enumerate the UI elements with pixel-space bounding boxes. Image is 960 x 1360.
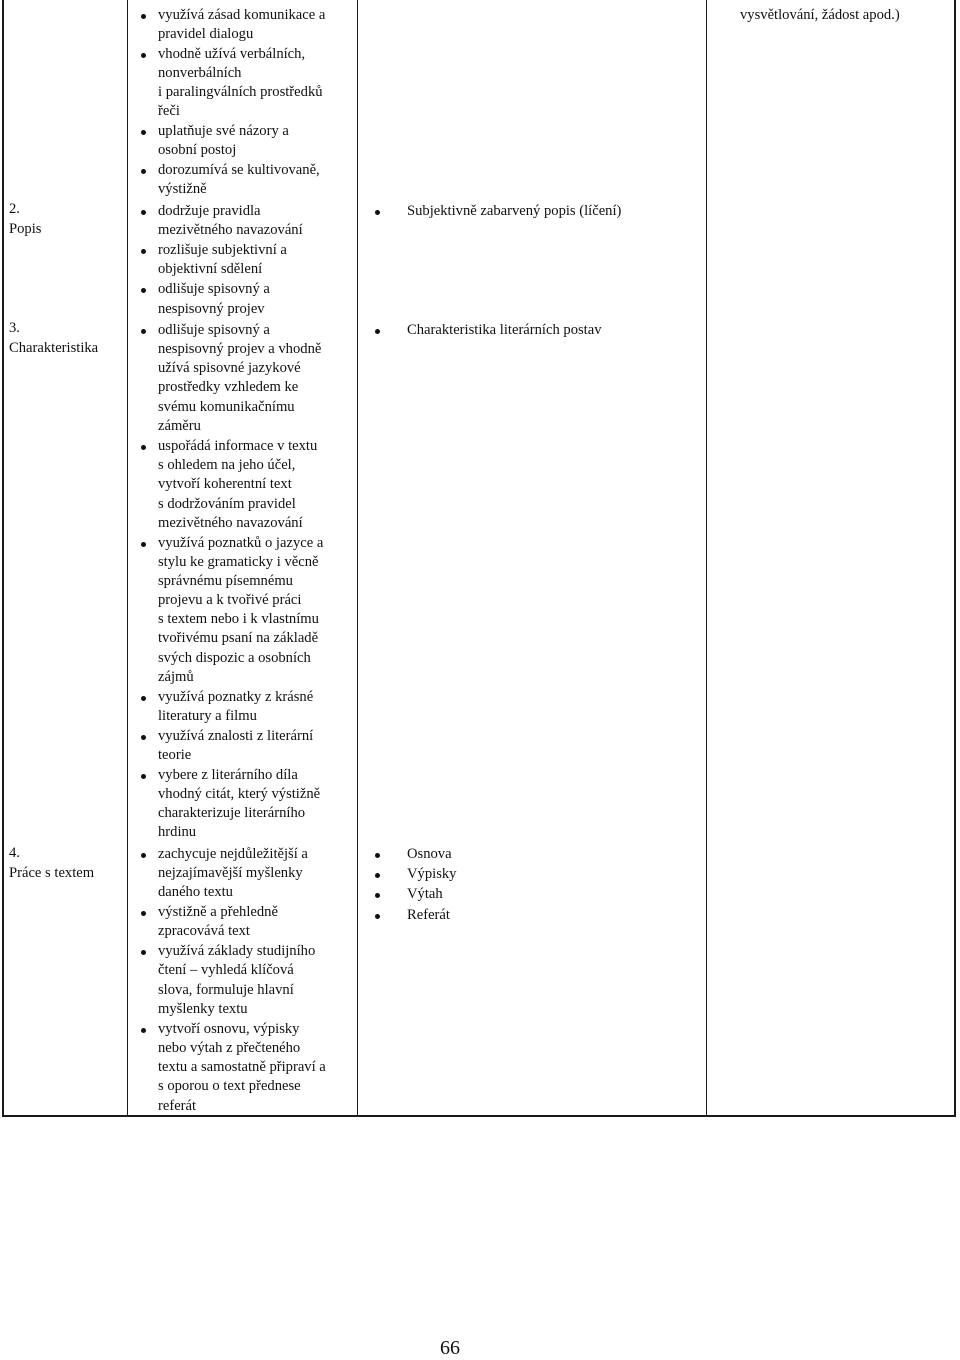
- outcome-line: dorozumívá se kultivovaně,: [158, 162, 320, 178]
- bullet-icon: [375, 210, 380, 215]
- outcome-line: využívá poznatky z krásné: [158, 689, 314, 705]
- outcome-line: uspořádá informace v textu: [158, 438, 318, 454]
- topic-name: Popis: [9, 221, 42, 237]
- outcome-line: dodržuje pravidla: [158, 203, 261, 219]
- outcome-line: nebo výtah z přečteného: [158, 1040, 301, 1056]
- bullet-icon: [141, 853, 146, 858]
- outcome-line: využívá znalosti z literární: [158, 728, 314, 744]
- outcome-line: rozlišuje subjektivní a: [158, 242, 287, 258]
- outcome-line: charakterizuje literárního: [158, 805, 306, 821]
- outcome-line: pravidel dialogu: [158, 26, 254, 42]
- outcome-line: výstižně: [158, 181, 207, 197]
- topic-number: 3.: [9, 320, 20, 336]
- outcome-line: správnému písemnému: [158, 573, 293, 589]
- bullet-icon: [141, 249, 146, 254]
- outcome-line: mezivětného navazování: [158, 222, 303, 238]
- bullet-icon: [141, 735, 146, 740]
- outcome-line: využívá poznatků o jazyce a: [158, 535, 324, 551]
- bullet-icon: [375, 873, 380, 878]
- outcome-line: teorie: [158, 747, 192, 763]
- bullet-icon: [141, 911, 146, 916]
- outcome-line: odlišuje spisovný a: [158, 281, 270, 297]
- bullet-icon: [141, 1028, 146, 1033]
- topic-name: Charakteristika: [9, 340, 99, 356]
- outcome-line: myšlenky textu: [158, 1001, 248, 1017]
- outcome-line: s textem nebo i k vlastnímu: [158, 611, 319, 627]
- column-divider: [127, 0, 128, 1116]
- outcome-line: odlišuje spisovný a: [158, 322, 270, 338]
- outcome-line: nonverbálních: [158, 65, 242, 81]
- outcome-line: uplatňuje své názory a: [158, 123, 289, 139]
- col4-continuation-text: vysvětlování, žádost apod.): [740, 7, 900, 23]
- table-frame: [2, 0, 956, 1117]
- outcome-line: literatury a filmu: [158, 708, 257, 724]
- topic-number: 2.: [9, 201, 20, 217]
- outcome-line: nespisovný projev: [158, 301, 265, 317]
- outcome-line: nejzajímavější myšlenky: [158, 865, 303, 881]
- bullet-icon: [375, 914, 380, 919]
- bullet-icon: [141, 696, 146, 701]
- outcome-line: vybere z literárního díla: [158, 767, 298, 783]
- outcome-line: hrdinu: [158, 824, 197, 840]
- outcome-line: tvořivému psaní na základě: [158, 630, 319, 646]
- topic-number: 4.: [9, 845, 20, 861]
- outcome-line: osobní postoj: [158, 142, 237, 158]
- content-item: Výtah: [407, 886, 443, 902]
- outcome-line: s dodržováním pravidel: [158, 496, 296, 512]
- bullet-icon: [375, 893, 380, 898]
- page-number: 66: [440, 1337, 460, 1359]
- bullet-icon: [375, 853, 380, 858]
- outcome-line: vytvoří osnovu, výpisky: [158, 1021, 300, 1037]
- outcome-line: objektivní sdělení: [158, 261, 263, 277]
- content-item: Subjektivně zabarvený popis (líčení): [407, 203, 622, 219]
- outcome-line: zachycuje nejdůležitější a: [158, 846, 308, 862]
- outcome-line: vhodně užívá verbálních,: [158, 46, 306, 62]
- outcome-line: slova, formuluje hlavní: [158, 982, 294, 998]
- outcome-line: projevu a k tvořivé práci: [158, 592, 302, 608]
- outcome-line: užívá spisovné jazykové: [158, 360, 301, 376]
- bullet-icon: [141, 542, 146, 547]
- outcome-line: svých dispozic a osobních: [158, 650, 311, 666]
- bullet-icon: [141, 288, 146, 293]
- outcome-line: daného textu: [158, 884, 233, 900]
- outcome-line: i paralingválních prostředků: [158, 84, 323, 100]
- outcome-line: nespisovný projev a vhodně: [158, 341, 322, 357]
- bullet-icon: [141, 329, 146, 334]
- column-divider: [706, 0, 707, 1116]
- bullet-icon: [141, 445, 146, 450]
- outcome-line: prostředky vzhledem ke: [158, 379, 299, 395]
- outcome-line: zpracovává text: [158, 923, 250, 939]
- outcome-line: textu a samostatně připraví a: [158, 1059, 326, 1075]
- bullet-icon: [375, 329, 380, 334]
- outcome-line: výstižně a přehledně: [158, 904, 278, 920]
- outcome-line: využívá základy studijního: [158, 943, 316, 959]
- topic-name: Práce s textem: [9, 865, 95, 881]
- bullet-icon: [141, 774, 146, 779]
- bullet-icon: [141, 14, 146, 19]
- content-item: Výpisky: [407, 866, 457, 882]
- outcome-line: zájmů: [158, 669, 194, 685]
- outcome-line: využívá zásad komunikace a: [158, 7, 326, 23]
- outcome-line: záměru: [158, 418, 201, 434]
- bullet-icon: [141, 53, 146, 58]
- outcome-line: s ohledem na jeho účel,: [158, 457, 296, 473]
- content-item: Osnova: [407, 846, 452, 862]
- bullet-icon: [141, 130, 146, 135]
- bullet-icon: [141, 169, 146, 174]
- outcome-line: mezivětného navazování: [158, 515, 303, 531]
- outcome-line: svému komunikačnímu: [158, 399, 295, 415]
- column-divider: [357, 0, 358, 1116]
- outcome-line: vhodný citát, který výstižně: [158, 786, 321, 802]
- outcome-line: čtení – vyhledá klíčová: [158, 962, 294, 978]
- outcome-line: řeči: [158, 103, 180, 119]
- content-item: Referát: [407, 907, 450, 923]
- content-item: Charakteristika literárních postav: [407, 322, 602, 338]
- bullet-icon: [141, 210, 146, 215]
- outcome-line: s oporou o text přednese: [158, 1078, 301, 1094]
- outcome-line: stylu ke gramaticky i věcně: [158, 554, 319, 570]
- bullet-icon: [141, 950, 146, 955]
- outcome-line: vytvoří koherentní text: [158, 476, 292, 492]
- outcome-line: referát: [158, 1098, 197, 1114]
